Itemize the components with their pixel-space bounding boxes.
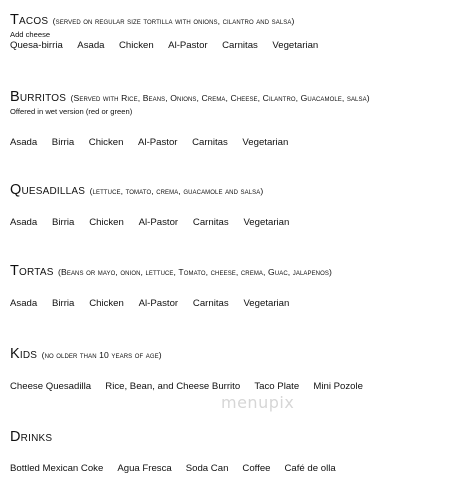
menu-item: Al-Pastor xyxy=(138,137,178,149)
menu-item: Asada xyxy=(10,298,38,309)
menu-item: Chicken xyxy=(89,298,124,309)
burritos-title: Burritos xyxy=(10,89,67,105)
tacos-items xyxy=(10,41,449,51)
menu-item: Coffee xyxy=(242,463,271,474)
menu-item: Carnitas xyxy=(192,137,228,149)
menu-item: Mini Pozole xyxy=(313,381,363,392)
menu-item: Al-Pastor xyxy=(138,298,179,309)
kids-heading xyxy=(10,346,449,362)
menu-item: Quesa-birria xyxy=(10,40,63,52)
quesadillas-items xyxy=(10,218,449,228)
menupix-watermark: menupix xyxy=(221,393,295,412)
burritos-items xyxy=(10,138,449,148)
menu-item: Vegetarian xyxy=(243,217,290,228)
quesadillas-section xyxy=(10,182,449,228)
tacos-heading xyxy=(10,12,449,28)
menu-item: Carnitas xyxy=(192,298,229,309)
tortas-heading xyxy=(10,263,449,279)
menu-item: Birria xyxy=(51,137,75,149)
menu-item: Asada xyxy=(10,217,38,228)
menu-item: Birria xyxy=(52,298,75,309)
menu-item: Carnitas xyxy=(222,40,258,52)
menu-item: Al-Pastor xyxy=(138,217,179,228)
tacos-title: Tacos xyxy=(10,12,49,28)
tortas-description: (Beans or mayo, onion, lettuce, Tomato, cheese, crema, Guac, jalapenos) xyxy=(58,267,332,277)
tortas-items xyxy=(10,299,449,309)
kids-title: Kids xyxy=(10,346,38,362)
drinks-items xyxy=(10,464,449,474)
quesadillas-heading xyxy=(10,182,449,198)
menu-item: Agua Fresca xyxy=(117,463,172,474)
menu-item: Vegetarian xyxy=(242,137,289,149)
tortas-title: Tortas xyxy=(10,263,54,279)
tortas-section xyxy=(10,263,449,309)
menu-item: Birria xyxy=(52,217,75,228)
menu-item: Carnitas xyxy=(192,217,229,228)
burritos-note: Offered in wet version (red or green) xyxy=(10,107,133,116)
burritos-description: (Served with Rice, Beans, Onions, Crema, Cheese, Cilantro, Guacamole, salsa) xyxy=(70,93,370,103)
menu-item: Taco Plate xyxy=(254,381,300,392)
drinks-heading xyxy=(10,429,449,445)
tacos-note: Add cheese xyxy=(10,30,51,39)
quesadillas-title: Quesadillas xyxy=(10,182,86,198)
menu-item: Al-Pastor xyxy=(168,40,208,52)
kids-section xyxy=(10,346,449,392)
menu-item: Cheese Quesadilla xyxy=(10,381,92,392)
tacos-description: (served on regular size tortilla with onions, cilantro and salsa) xyxy=(52,16,295,26)
menu-item: Chicken xyxy=(89,217,124,228)
menu-item: Chicken xyxy=(119,40,154,52)
kids-description: (no older than 10 years of age) xyxy=(41,350,162,360)
quesadillas-description: (lettuce, tomato, crema, guacamole and salsa) xyxy=(89,186,264,196)
tacos-section xyxy=(10,12,449,51)
burritos-section xyxy=(10,89,449,148)
menu-item: Rice, Bean, and Cheese Burrito xyxy=(105,381,241,392)
menu-item: Bottled Mexican Coke xyxy=(10,463,104,474)
menu-item: Chicken xyxy=(88,137,124,149)
burritos-heading xyxy=(10,89,449,105)
menu-item: Vegetarian xyxy=(243,298,290,309)
menu-item: Café de olla xyxy=(284,463,336,474)
menu-item: Soda Can xyxy=(185,463,229,474)
kids-items xyxy=(10,382,449,392)
menu-item: Vegetarian xyxy=(272,40,319,52)
menu-item: Asada xyxy=(77,40,105,52)
drinks-section xyxy=(10,429,449,474)
menu-item: Asada xyxy=(10,137,38,149)
drinks-title: Drinks xyxy=(10,429,53,445)
